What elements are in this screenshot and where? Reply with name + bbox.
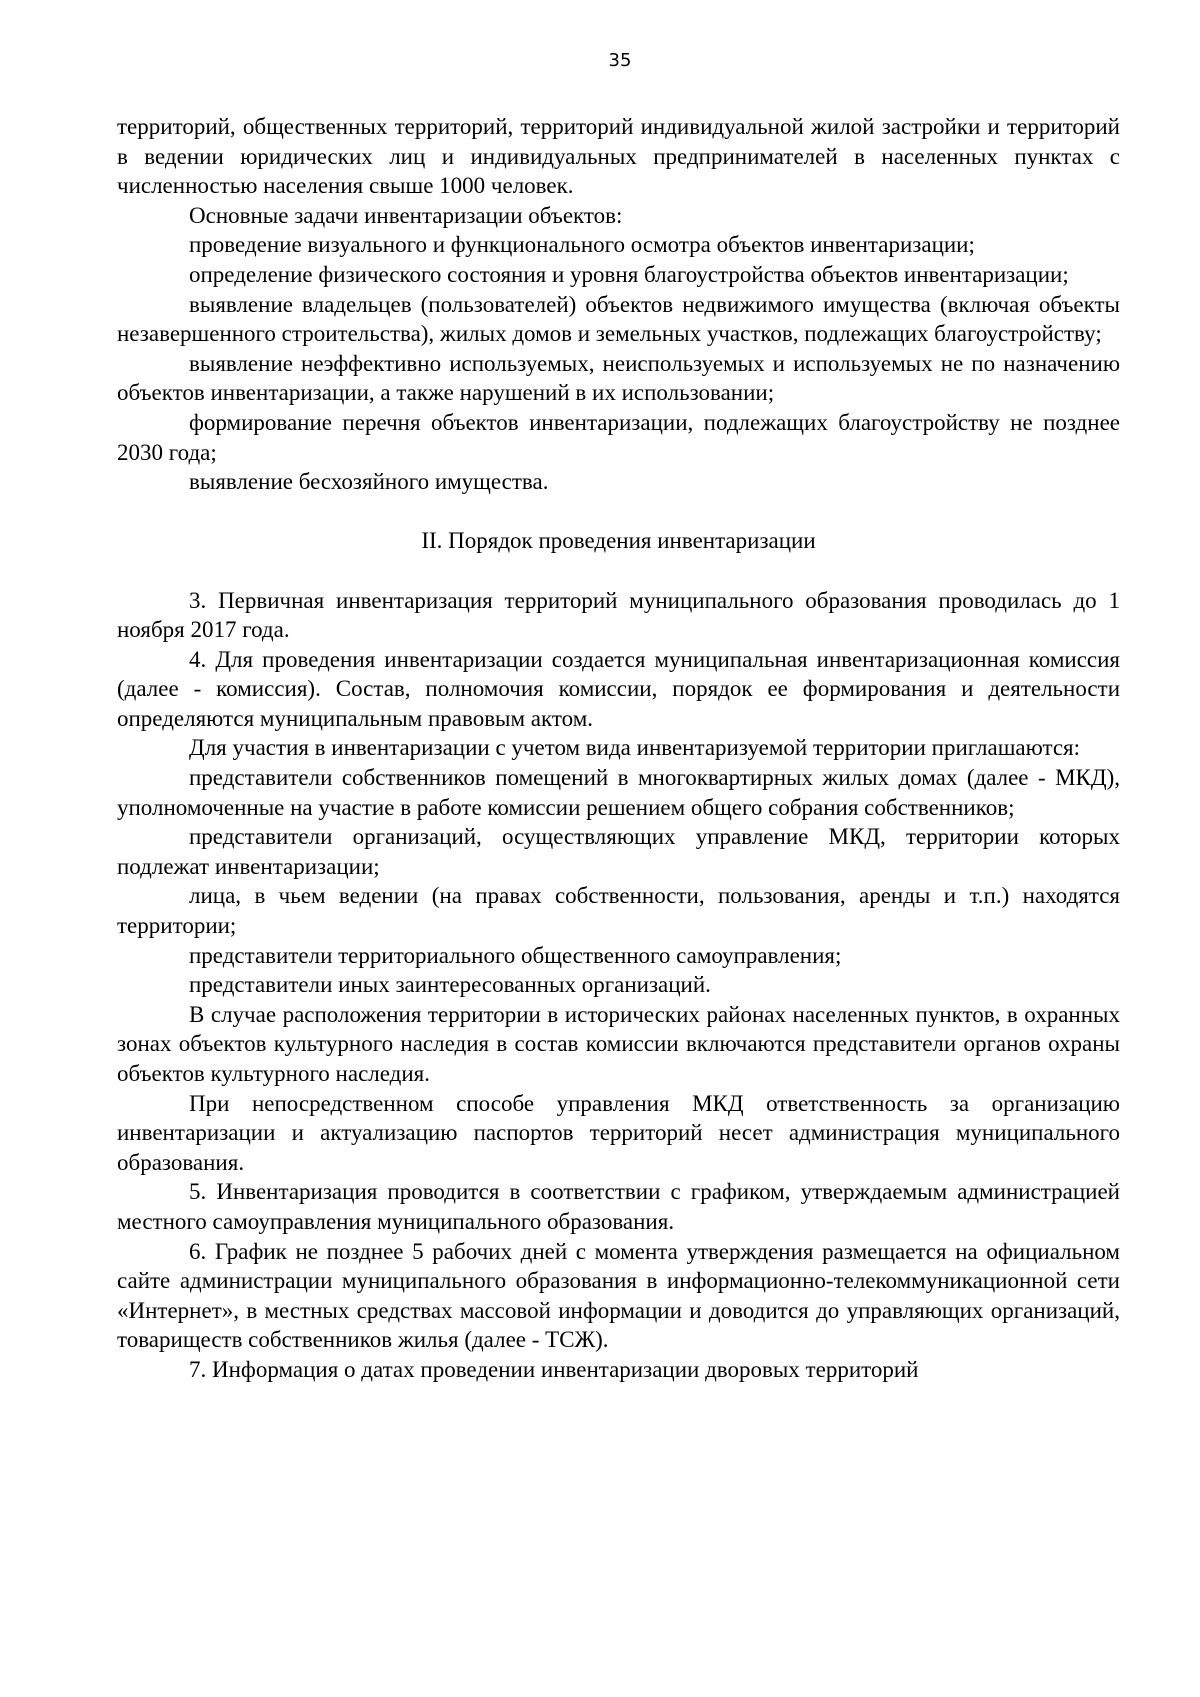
list-item: выявление бесхозяйного имущества. — [189, 469, 549, 495]
document-body — [117, 112, 1120, 1385]
paragraph: территорий, общественных территорий, территорий индивидуальной жилой застройки и территорий в ведении юридических лиц и индивидуальных предпринимателей в населенных пунктах с численностью населения свыше 1000 человек. — [117, 114, 1120, 199]
paragraph: 4. Для проведения инвентаризации создается муниципальная инвентаризационная комиссия (далее - комиссия). Состав, полномочия комиссии, порядок ее формирования и деятельности определяются муниципальным правовым актом. — [117, 646, 1120, 731]
paragraph: При непосредственном способе управления МКД ответственность за организацию инвентаризации и актуализацию паспортов территорий несет администрация муниципального образования. — [117, 1090, 1120, 1175]
list-item: проведение визуального и функционального осмотра объектов инвентаризации; — [189, 232, 975, 258]
paragraph: 3. Первичная инвентаризация территорий муниципального образования проводилась до 1 ноября 2017 года. — [117, 587, 1120, 643]
list-item: представители собственников помещений в многоквартирных жилых домах (далее - МКД), уполномоченные на участие в работе комиссии решением общего собрания собственников; — [117, 765, 1120, 820]
page-number: 35 — [608, 50, 632, 71]
list-item: представители иных заинтересованных организаций. — [189, 972, 711, 998]
paragraph: 5. Инвентаризация проводится в соответствии с графиком, утверждаемым администрацией местного самоуправления муниципального образования. — [117, 1179, 1120, 1234]
paragraph: Основные задачи инвентаризации объектов: — [189, 202, 623, 228]
list-item: определение физического состояния и уровня благоустройства объектов инвентаризации; — [189, 261, 1069, 287]
list-item: лица, в чьем ведении (на правах собственности, пользования, аренды и т.п.) находятся территории; — [117, 883, 1120, 939]
paragraph: 6. График не позднее 5 рабочих дней с момента утверждения размещается на официальном сайте администрации муниципального образования в информационно-телекоммуникационной сети «Интернет», в местных средствах массовой информации и доводится до управляющих организаций, товариществ собственников жилья (далее - ТСЖ). — [117, 1238, 1120, 1353]
list-item: представители территориального общественного самоуправления; — [189, 942, 842, 968]
paragraph: В случае расположения территории в исторических районах населенных пунктов, в охранных зонах объектов культурного наследия в состав комиссии включаются представители органов охраны объектов культурного наследия. — [117, 1001, 1120, 1086]
paragraph: Для участия в инвентаризации с учетом вида инвентаризуемой территории приглашаются: — [189, 735, 1081, 761]
list-item: выявление владельцев (пользователей) объектов недвижимого имущества (включая объекты незавершенного строительства), жилых домов и земельных участков, подлежащих благоустройству; — [117, 291, 1120, 347]
list-item: представители организаций, осуществляющих управление МКД, территории которых подлежат инвентаризации; — [117, 824, 1120, 879]
list-item: выявление неэффективно используемых, неиспользуемых и используемых не по назначению объектов инвентаризации, а также нарушений в их использовании; — [117, 350, 1120, 406]
list-item: формирование перечня объектов инвентаризации, подлежащих благоустройству не позднее 2030 года; — [117, 409, 1120, 465]
section-heading: II. Порядок проведения инвентаризации — [421, 528, 816, 554]
paragraph: 7. Информация о датах проведении инвентаризации дворовых территорий — [189, 1356, 919, 1382]
